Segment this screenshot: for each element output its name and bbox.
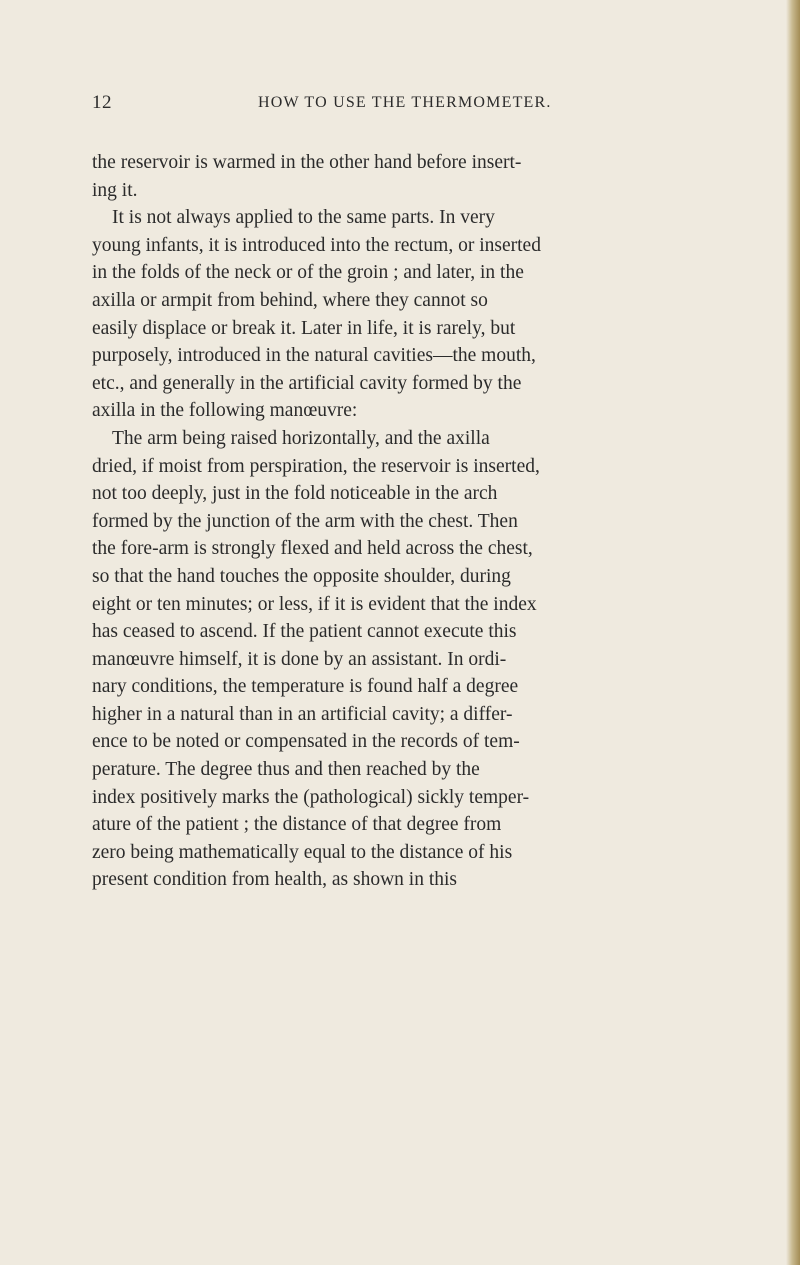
text-line: axilla in the following manœuvre: <box>92 400 358 422</box>
text-line: index positively marks the (pathological) sickly temper- <box>92 786 530 808</box>
text-line: in the folds of the neck or of the groin ; and later, in the <box>92 262 524 284</box>
text-line: axilla or armpit from behind, where they cannot so <box>92 289 488 311</box>
text-line: the fore-arm is strongly flexed and held across the chest, <box>92 538 533 560</box>
text-line: dried, if moist from perspiration, the reservoir is inserted, <box>92 455 540 477</box>
paragraph-start-line: The arm being raised horizontally, and the axilla <box>112 427 490 449</box>
text-line: manœuvre himself, it is done by an assistant. In ordi- <box>92 648 507 670</box>
text-line: nary conditions, the temperature is found half a degree <box>92 676 519 698</box>
text-line: young infants, it is introduced into the rectum, or inserted <box>92 234 541 256</box>
text-line: has ceased to ascend. If the patient cannot execute this <box>92 621 517 643</box>
text-line: zero being mathematically equal to the distance of his <box>92 841 513 863</box>
text-line: formed by the junction of the arm with the chest. Then <box>92 510 518 532</box>
text-line: higher in a natural than in an artificial cavity; a differ- <box>92 703 513 725</box>
page-edge <box>786 0 800 1265</box>
paragraph-start-line: It is not always applied to the same parts. In very <box>112 207 495 229</box>
text-line: perature. The degree thus and then reached by the <box>92 759 480 781</box>
text-line: etc., and generally in the artificial cavity formed by the <box>92 372 522 394</box>
page-header <box>92 92 734 116</box>
text-line: present condition from health, as shown in this <box>92 869 458 891</box>
text-line: easily displace or break it. Later in life, it is rarely, but <box>92 317 516 339</box>
text-line: ence to be noted or compensated in the records of tem- <box>92 731 520 753</box>
text-line: purposely, introduced in the natural cavities—the mouth, <box>92 345 536 367</box>
text-line: eight or ten minutes; or less, if it is evident that the index <box>92 593 537 615</box>
text-line: the reservoir is warmed in the other hand before insert- <box>92 152 522 173</box>
text-line: so that the hand touches the opposite shoulder, during <box>92 565 511 587</box>
text-line: ing it. <box>92 179 138 201</box>
page-number: 12 <box>92 92 112 113</box>
text-line: not too deeply, just in the fold noticeable in the arch <box>92 483 498 505</box>
text-line: ature of the patient ; the distance of that degree from <box>92 814 502 836</box>
body-text <box>92 149 740 894</box>
running-title: HOW TO USE THE THERMOMETER. <box>258 94 552 111</box>
